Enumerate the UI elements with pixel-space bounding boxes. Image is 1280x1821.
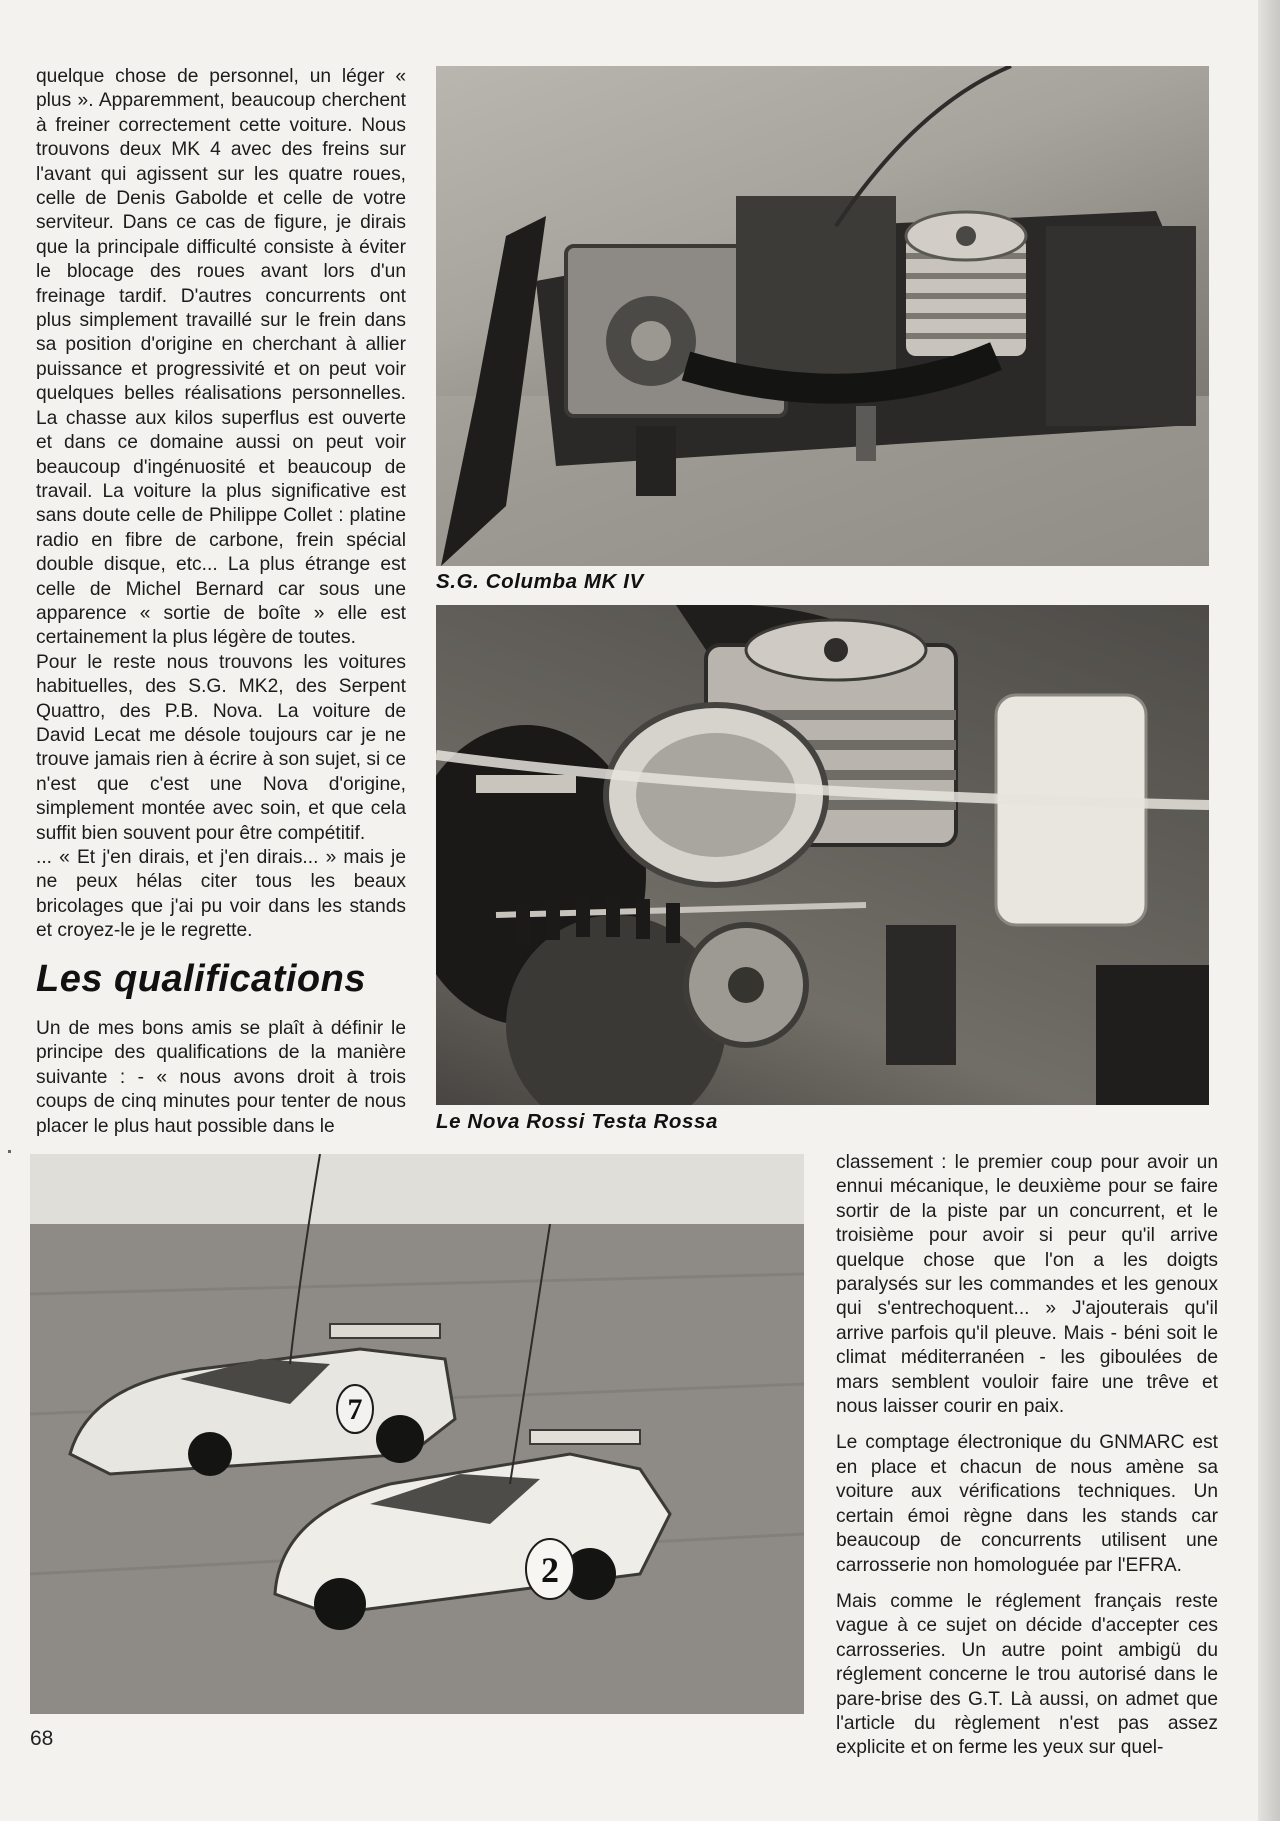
photo-nova-rossi-testa-rossa: [436, 605, 1209, 1105]
engine-illustration: [436, 605, 1209, 1105]
paragraph: Un de mes bons amis se plaît à définir le principe des qualifications de la manière suivante : - « nous avons droit à trois coups de cinq minutes pour tenter de nous placer le plus haut possible dans le: [36, 1018, 406, 1137]
race-illustration: [30, 1154, 804, 1714]
paragraph: classement : le premier coup pour avoir un ennui mécanique, le deuxième pour se faire sortir de la piste par un concurrent, et le troisième pour avoir si peur qu'il arrive quelque chose que l'on a les doigts paralysés sur les commandes et les genoux qui s'entrechoquent... » J'ajouterais qu'il arrive parfois qu'il pleuve. Mais - béni soit le climat méditerranéen - les giboulées de mars semblent vouloir faire une trêve et nous laisser courir en paix.: [836, 1152, 1218, 1418]
photo-sg-columba-mk4: [436, 66, 1209, 566]
article-column-left-bottom: [36, 1017, 406, 1139]
paragraph: Mais comme le réglement français reste vague à ce sujet on décide d'accepter ces carrosseries. Un autre point ambigü du réglement concerne le trou autorisé dans le pare-brise des G.T. Là aussi, on admet que l'article du règlement n'est pas assez explicite et on ferme les yeux sur quel-: [836, 1590, 1218, 1759]
margin-mark: [8, 1150, 11, 1153]
paragraph: Le comptage électronique du GNMARC est en place et chacun de nous amène sa voiture aux vérifications techniques. Un certain émoi règne dans les stands car beaucoup de concurrents utilisent une carrosserie non homologuée par l'EFRA.: [836, 1432, 1218, 1576]
article-column-left-top: [36, 65, 406, 944]
car-number: 2: [541, 1550, 559, 1590]
car-number: 7: [347, 1393, 363, 1426]
article-column-right-bottom: [836, 1151, 1218, 1761]
paragraph: quelque chose de personnel, un léger « plus ». Apparemment, beaucoup cherchent à freiner correctement cette voiture. Nous trouvons deux MK 4 avec des freins sur l'avant qui agissent sur les quatre roues, celle de Denis Gabolde et celle de votre serviteur. Dans ce cas de figure, je dirais que la principale difficulté consiste à éviter le blocage des roues avant lors d'un freinage tardif. D'autres concurrents ont plus simplement travaillé sur le frein dans sa position d'origine en cherchant à allier puissance et progressivité et on peut voir quelques belles réalisations personnelles. La chasse aux kilos superflus est ouverte et dans ce domaine aussi on peut voir beaucoup d'ingénuosité et beaucoup de travail. La voiture la plus significative est sans doute celle de Philippe Collet : platine radio en fibre de carbone, frein spécial double disque, etc... La plus étrange est celle de Michel Bernard car sous une apparence « sortie de boîte » elle est certainement la plus légère de toutes.: [36, 66, 406, 649]
chassis-illustration: [436, 66, 1209, 566]
photo-race-cars-on-track: [30, 1154, 804, 1714]
photo-caption: S.G. Columba MK IV: [436, 570, 644, 593]
page-edge: [1258, 0, 1280, 1821]
paragraph: Pour le reste nous trouvons les voitures habituelles, des S.G. MK2, des Serpent Quattro, des P.B. Nova. La voiture de David Lecat me désole toujours car je ne trouve jamais rien à écrire à son sujet, si ce n'est que c'est une Nova d'origine, simplement montée avec soin, et que cela suffit bien souvent pour être compétitif.: [36, 651, 406, 844]
section-heading: Les qualifications: [36, 958, 366, 1000]
page-number: 68: [30, 1727, 54, 1750]
photo-caption: Le Nova Rossi Testa Rossa: [436, 1110, 718, 1133]
paragraph: ... « Et j'en dirais, et j'en dirais... » mais je ne peux hélas citer tous les beaux bricolages que j'ai pu voir dans les stands et croyez-le je le regrette.: [36, 847, 406, 942]
